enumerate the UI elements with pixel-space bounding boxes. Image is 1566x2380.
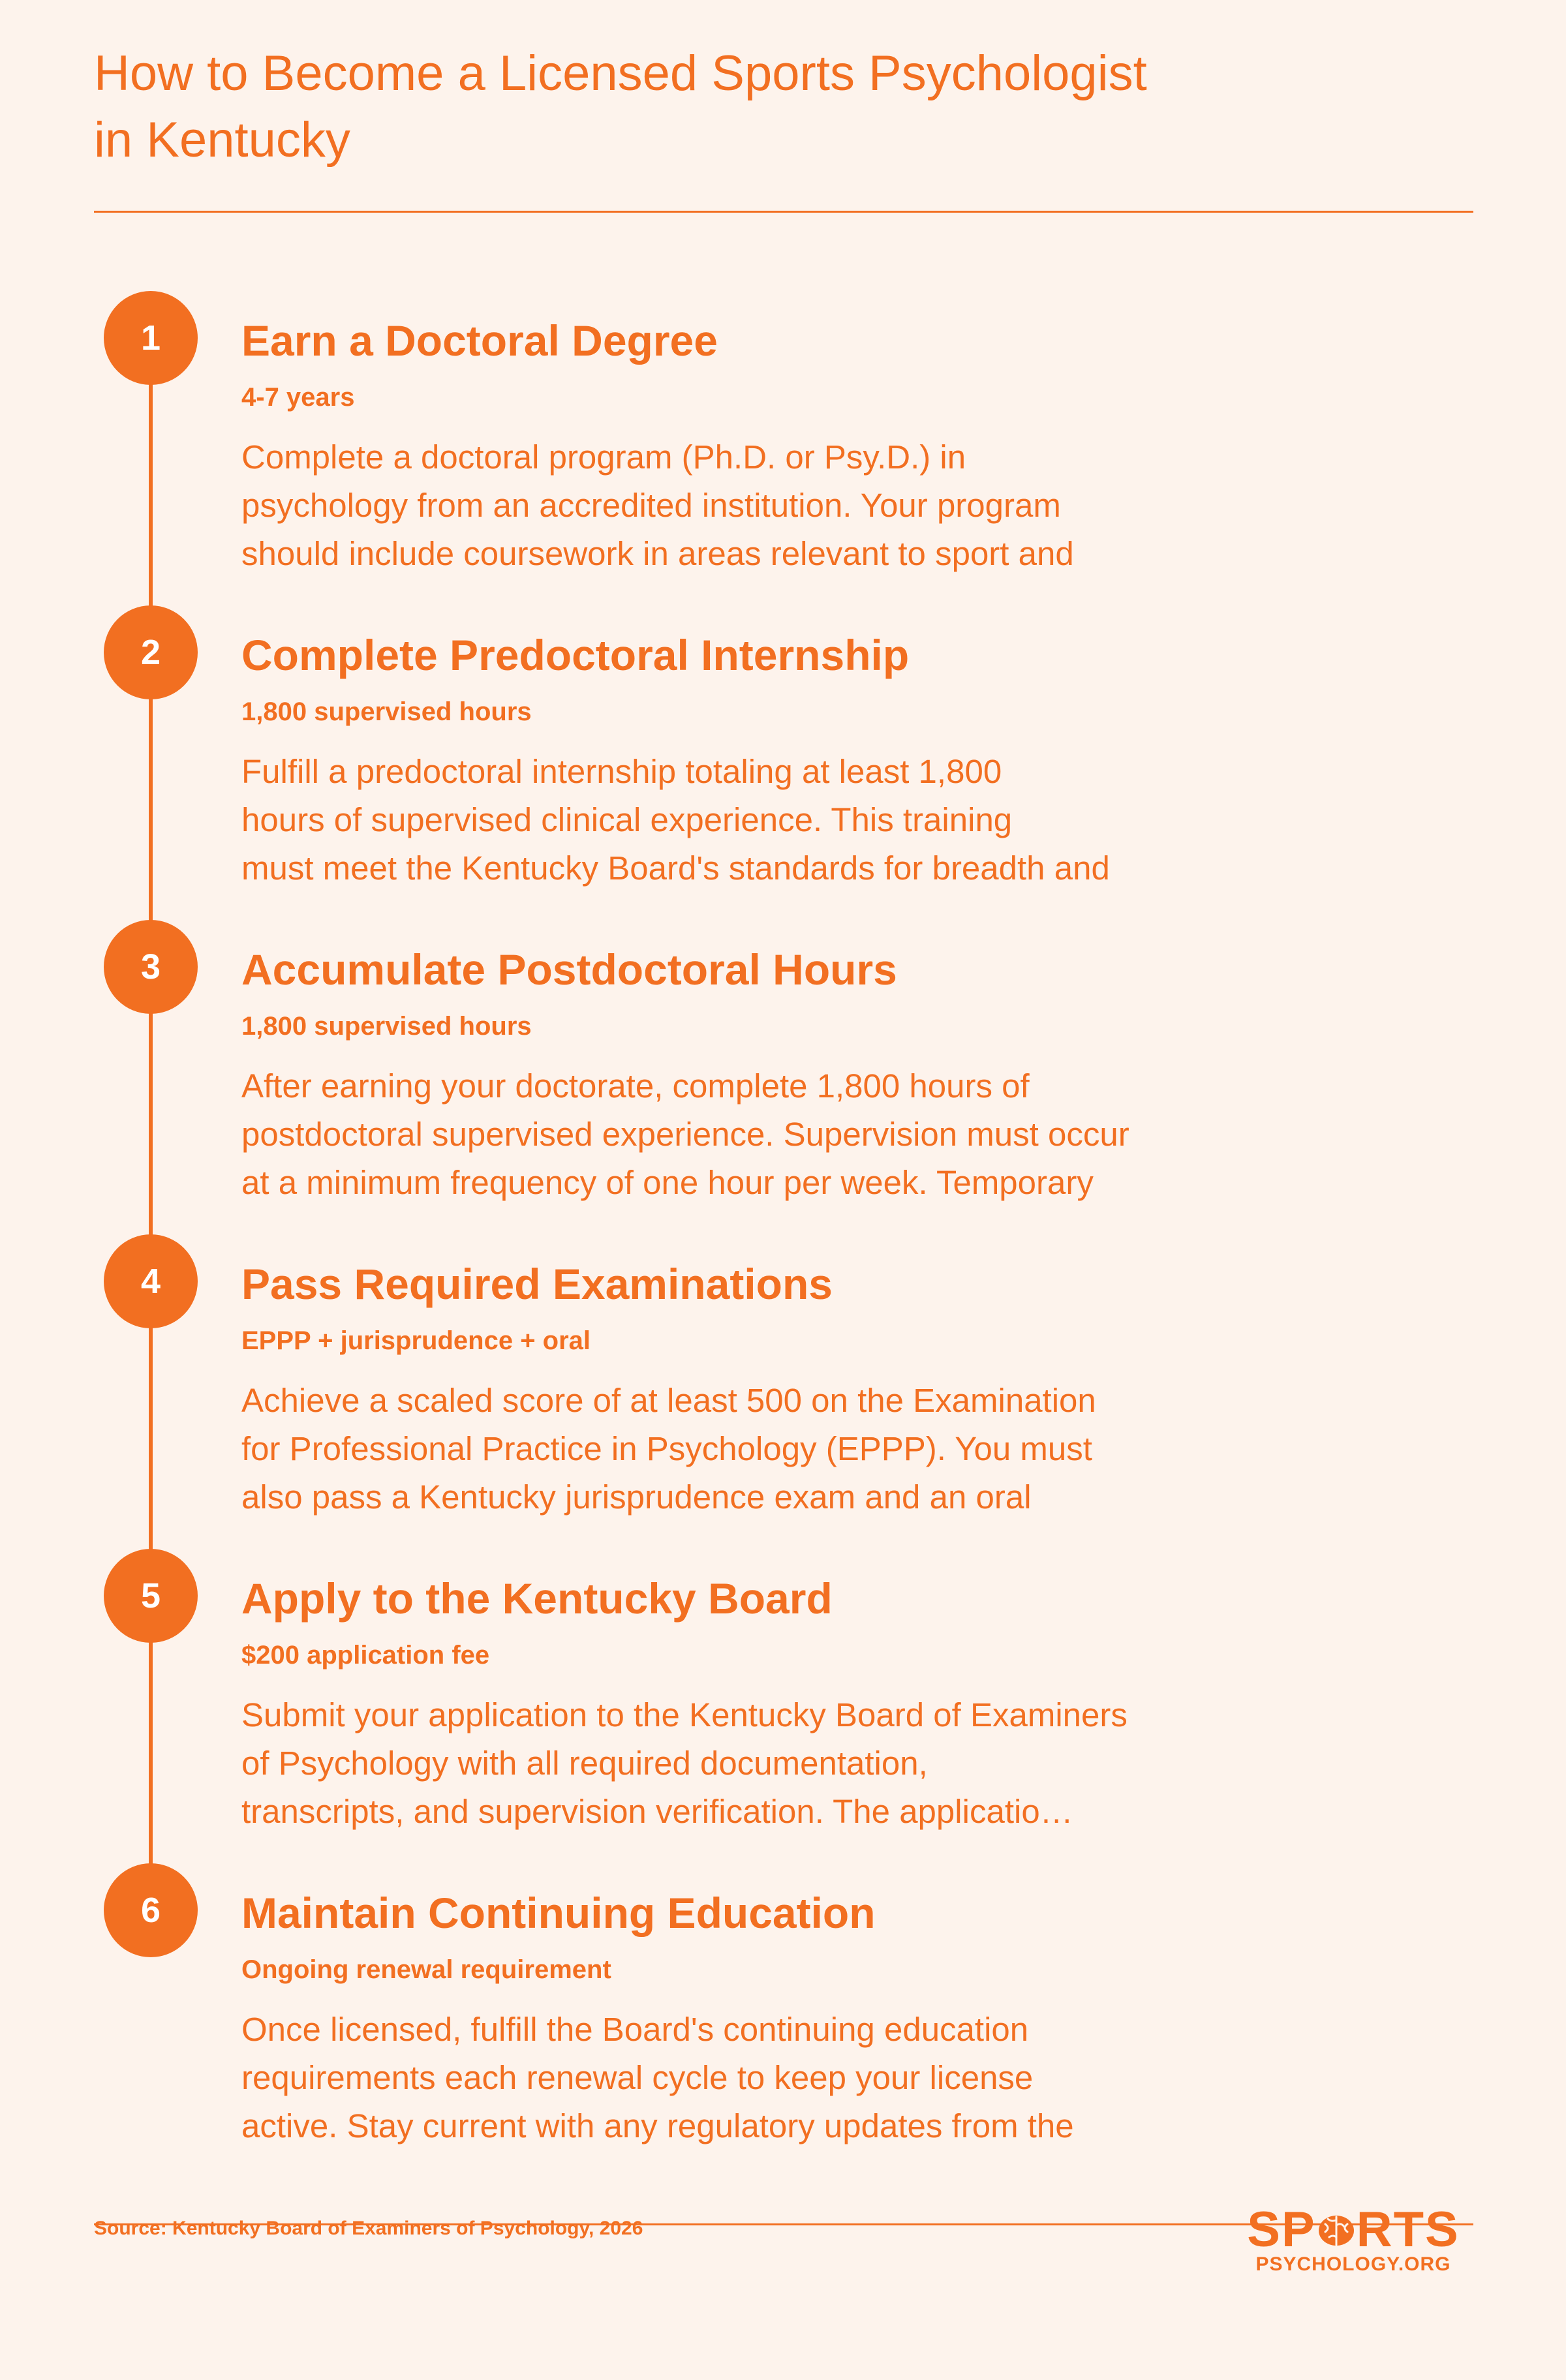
step-duration: 4-7 years [241, 383, 355, 412]
step-description: Fulfill a predoctoral internship totaling at least 1,800 hours of supervised clinical experience. This training must meet the Kentucky Board's standards for breadth and [241, 753, 1110, 887]
page-title-line-2: in Kentucky [94, 112, 350, 168]
step-description: Submit your application to the Kentucky Board of Examiners of Psychology with all required documentation, transcripts, and supervision verification. The applicatio… [241, 1696, 1128, 1830]
logo-subtext: PSYCHOLOGY.ORG [1255, 2253, 1451, 2275]
logo-text-sp: SP [1247, 2202, 1316, 2257]
sports-psychology-logo [1232, 2204, 1475, 2276]
page-title-line-1: How to Become a Licensed Sports Psychologist [94, 46, 1147, 101]
brain-icon [1316, 2211, 1357, 2249]
step-duration: Ongoing renewal requirement [241, 1955, 611, 1984]
step-3 [0, 920, 1566, 1233]
step-title: Maintain Continuing Education [241, 1889, 876, 1937]
step-1 [0, 291, 1566, 604]
top-divider [94, 211, 1473, 213]
source-citation: Source: Kentucky Board of Examiners of Psychology, 2026 [94, 2218, 643, 2239]
step-title: Complete Predoctoral Internship [241, 631, 910, 679]
step-6 [0, 1863, 1566, 2176]
step-number-badge: 1 [104, 291, 198, 385]
page-title [94, 40, 1334, 174]
logo-text-rts: RTS [1356, 2202, 1460, 2257]
step-description: Complete a doctoral program (Ph.D. or Psy.D.) in psychology from an accredited institution. Your program should include coursework in areas relevant to sport and [241, 438, 1074, 572]
step-title: Earn a Doctoral Degree [241, 316, 718, 365]
step-title: Accumulate Postdoctoral Hours [241, 945, 897, 994]
step-5 [0, 1549, 1566, 1862]
step-description: After earning your doctorate, complete 1,800 hours of postdoctoral supervised experience. Supervision must occur at a minimum frequency of one hour per week. Temporary [241, 1067, 1129, 1201]
step-number-badge: 2 [104, 605, 198, 699]
logo-wordmark [1232, 2204, 1475, 2256]
step-description: Achieve a scaled score of at least 500 on the Examination for Professional Practice in Psychology (EPPP). You must also pass a Kentucky jurisprudence exam and an oral [241, 1382, 1096, 1516]
step-duration: $200 application fee [241, 1641, 490, 1670]
step-title: Apply to the Kentucky Board [241, 1574, 833, 1623]
step-number-badge: 5 [104, 1549, 198, 1643]
step-duration: EPPP + jurisprudence + oral [241, 1326, 591, 1355]
step-duration: 1,800 supervised hours [241, 697, 532, 726]
step-number-badge: 6 [104, 1863, 198, 1957]
step-number-badge: 3 [104, 920, 198, 1014]
step-2 [0, 605, 1566, 919]
step-description: Once licensed, fulfill the Board's continuing education requirements each renewal cycle to keep your license active. Stay current with any regulatory updates from the [241, 2011, 1074, 2144]
step-duration: 1,800 supervised hours [241, 1012, 532, 1041]
step-4 [0, 1234, 1566, 1548]
step-title: Pass Required Examinations [241, 1260, 833, 1308]
step-number-badge: 4 [104, 1234, 198, 1328]
